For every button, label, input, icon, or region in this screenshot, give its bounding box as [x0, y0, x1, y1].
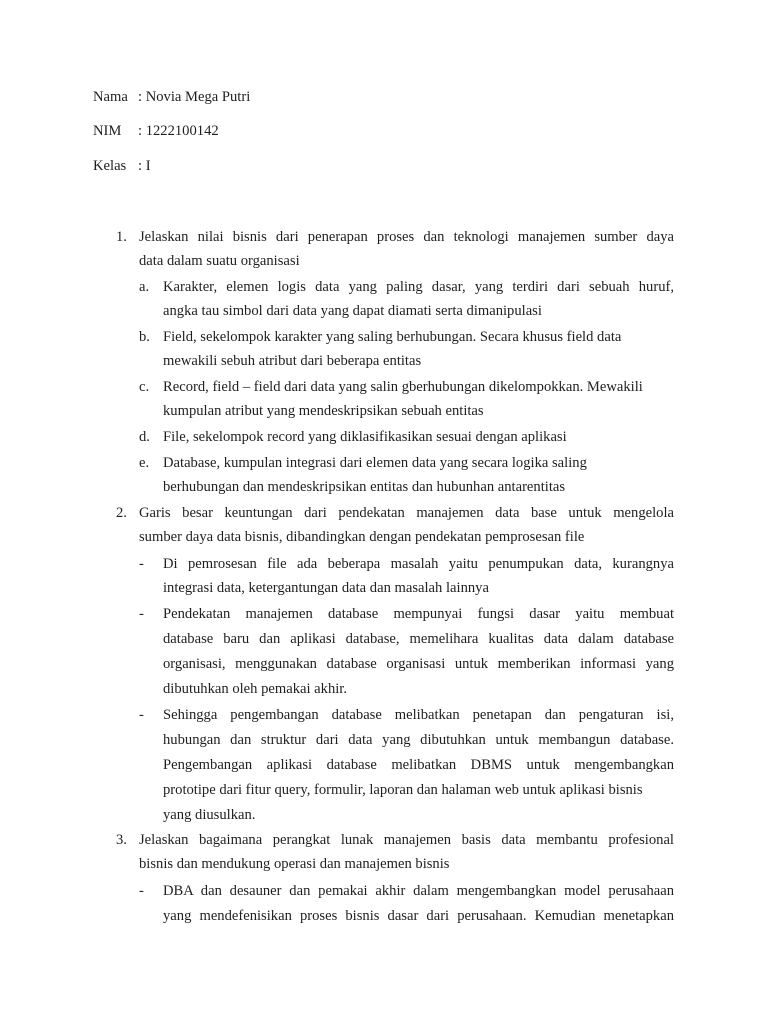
q2-bullet-3-line-1: Sehingga pengembangan database melibatkan penetapan dan pengaturan isi,: [163, 707, 674, 723]
nim-value: : 1222100142: [138, 123, 219, 139]
q1-item-d-line-1: File, sekelompok record yang diklasifikasikan sesuai dengan aplikasi: [163, 429, 567, 445]
q2-line-1: Garis besar keuntungan dari pendekatan manajemen data base untuk mengelola: [139, 505, 674, 521]
q3-bullet-1-marker: -: [139, 883, 144, 899]
q2-bullet-1-line-1: Di pemrosesan file ada beberapa masalah yaitu penumpukan data, kurangnya: [163, 556, 674, 572]
q2-bullet-2-line-4: dibutuhkan oleh pemakai akhir.: [163, 681, 347, 697]
q1-item-e-line-1: Database, kumpulan integrasi dari elemen data yang secara logika saling: [163, 455, 587, 471]
q2-bullet-1-marker: -: [139, 556, 144, 572]
q1-item-c-line-1: Record, field – field dari data yang salin gberhubungan dikelompokkan. Mewakili: [163, 379, 643, 395]
q3-line-2: bisnis dan mendukung operasi dan manajemen bisnis: [139, 856, 450, 872]
q3-number: 3.: [116, 832, 127, 848]
q1-item-a-marker: a.: [139, 279, 150, 295]
q2-bullet-2-line-2: database baru dan aplikasi database, memelihara kualitas data dalam database: [163, 631, 674, 647]
kelas-value: : I: [138, 158, 151, 174]
nim-label: NIM: [93, 123, 122, 139]
q2-bullet-3-line-5: yang diusulkan.: [163, 807, 256, 823]
q2-line-2: sumber daya data bisnis, dibandingkan dengan pendekatan pemprosesan file: [139, 529, 585, 545]
q1-item-c-line-2: kumpulan atribut yang mendeskripsikan sebuah entitas: [163, 403, 484, 419]
q2-bullet-3-line-4: prototipe dari fitur query, formulir, laporan dan halaman web untuk aplikasi bisnis: [163, 782, 643, 798]
q1-line-1: Jelaskan nilai bisnis dari penerapan proses dan teknologi manajemen sumber daya: [139, 229, 674, 245]
q3-line-1: Jelaskan bagaimana perangkat lunak manajemen basis data membantu profesional: [139, 832, 674, 848]
q1-line-2: data dalam suatu organisasi: [139, 253, 300, 269]
nama-value: : Novia Mega Putri: [138, 89, 251, 105]
q1-item-b-line-2: mewakili sebuh atribut dari beberapa entitas: [163, 353, 422, 369]
q2-number: 2.: [116, 505, 127, 521]
q1-item-e-line-2: berhubungan dan mendeskripsikan entitas dan hubunhan antarentitas: [163, 479, 566, 495]
q1-item-a-line-1: Karakter, elemen logis data yang paling dasar, yang terdiri dari sebuah huruf,: [163, 279, 674, 295]
q1-item-e-marker: e.: [139, 455, 150, 471]
q1-number: 1.: [116, 229, 127, 245]
q2-bullet-1-line-2: integrasi data, ketergantungan data dan masalah lainnya: [163, 580, 489, 596]
q2-bullet-2-line-3: organisasi, menggunakan database organisasi untuk memberikan informasi yang: [163, 656, 674, 672]
q1-item-a-line-2: angka tau simbol dari data yang dapat diamati serta dimanipulasi: [163, 303, 542, 319]
q2-bullet-3-marker: -: [139, 707, 144, 723]
q3-bullet-1-line-1: DBA dan desauner dan pemakai akhir dalam mengembangkan model perusahaan: [163, 883, 674, 899]
q1-item-c-marker: c.: [139, 379, 150, 395]
q2-bullet-2-marker: -: [139, 606, 144, 622]
q2-bullet-3-line-3: Pengembangan aplikasi database melibatkan DBMS untuk mengembangkan: [163, 757, 674, 773]
nama-label: Nama: [93, 89, 128, 105]
q3-bullet-1-line-2: yang mendefenisikan proses bisnis dasar dari perusahaan. Kemudian menetapkan: [163, 908, 674, 924]
q1-item-d-marker: d.: [139, 429, 150, 445]
kelas-label: Kelas: [93, 158, 127, 174]
q1-item-b-line-1: Field, sekelompok karakter yang saling berhubungan. Secara khusus field data: [163, 329, 622, 345]
q2-bullet-2-line-1: Pendekatan manajemen database mempunyai fungsi dasar yaitu membuat: [163, 606, 674, 622]
q1-item-b-marker: b.: [139, 329, 150, 345]
q2-bullet-3-line-2: hubungan dan struktur dari data yang dibutuhkan untuk membangun database.: [163, 732, 674, 748]
